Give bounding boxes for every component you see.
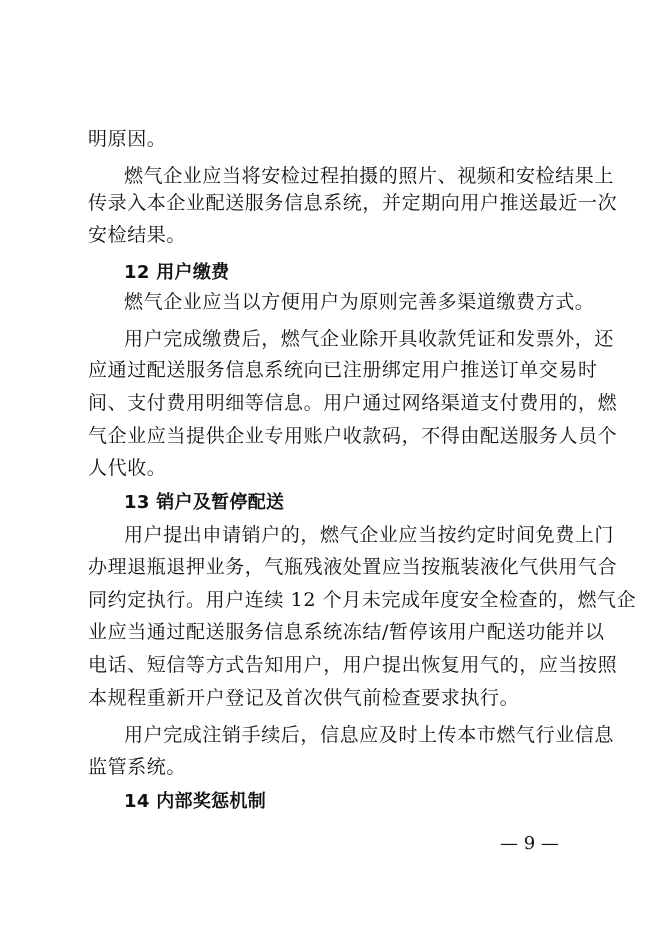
paragraph-line: 应通过配送服务信息系统向已注册绑定用户推送订单交易时 (88, 359, 598, 381)
paragraph-line: 业应当通过配送服务信息系统冻结/暂停该用户配送功能并以 (88, 621, 605, 643)
paragraph-line: 同约定执行。用户连续 12 个月未完成年度安全检查的，燃气企 (88, 589, 637, 611)
paragraph-line: 办理退瓶退押业务，气瓶残液处置应当按瓶装液化气供用气合 (88, 556, 618, 578)
paragraph-line: 监管系统。 (88, 756, 187, 778)
paragraph-line: 电话、短信等方式告知用户，用户提出恢复用气的，应当按照 (88, 654, 618, 676)
paragraph-line: 人代收。 (88, 457, 167, 479)
paragraph-line: 用户完成注销手续后，信息应及时上传本市燃气行业信息 (124, 724, 615, 746)
paragraph-line: 安检结果。 (88, 224, 187, 246)
section-heading-12: 12 用户缴费 (124, 262, 230, 283)
section-heading-14: 14 内部奖惩机制 (124, 791, 267, 812)
paragraph-line: 间、支付费用明细等信息。用户通过网络渠道支付费用的，燃 (88, 392, 618, 414)
paragraph-line: 用户提出申请销户的，燃气企业应当按约定时间免费上门 (124, 524, 615, 546)
paragraph-line: 本规程重新开户登记及首次供气前检查要求执行。 (88, 687, 520, 709)
paragraph-line: 燃气企业应当以方便用户为原则完善多渠道缴费方式。 (124, 291, 595, 313)
paragraph-line: 燃气企业应当将安检过程拍摄的照片、视频和安检结果上 (124, 165, 615, 187)
section-heading-13: 13 销户及暂停配送 (124, 492, 285, 513)
paragraph-line: 气企业应当提供企业专用账户收款码，不得由配送服务人员个 (88, 425, 618, 447)
paragraph-line: 用户完成缴费后，燃气企业除开具收款凭证和发票外，还 (124, 328, 615, 350)
paragraph-line: 传录入本企业配送服务信息系统，并定期向用户推送最近一次 (88, 192, 618, 214)
page-number: — 9 — (500, 833, 559, 854)
paragraph-line: 明原因。 (88, 128, 167, 150)
